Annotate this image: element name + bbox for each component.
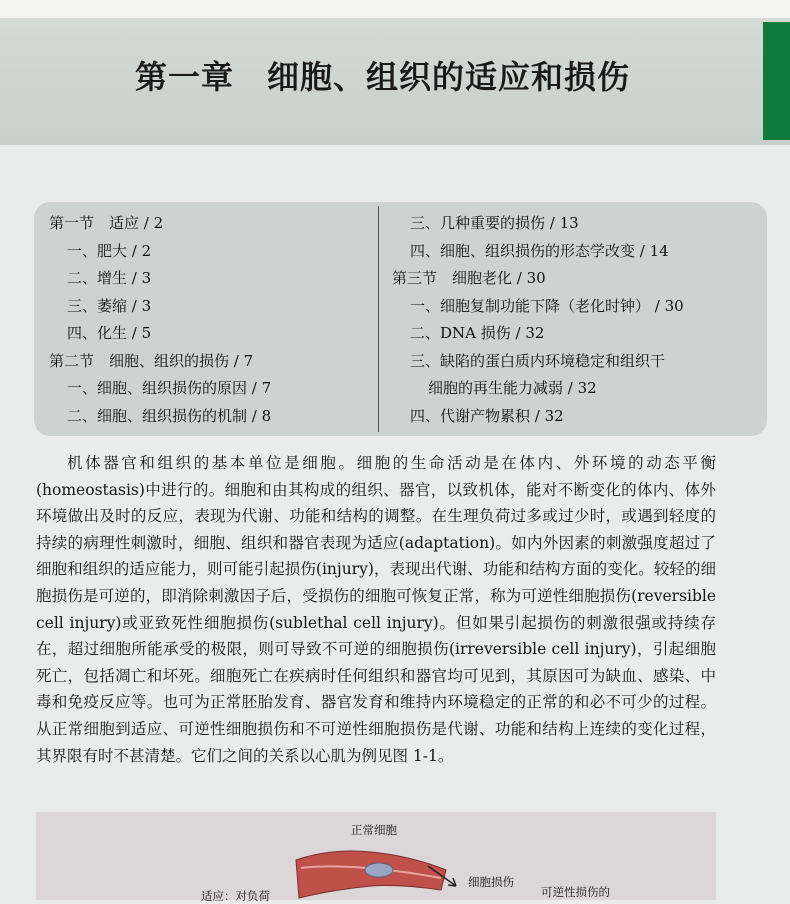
toc-column-divider bbox=[378, 206, 379, 432]
chapter-title: 第一章 细胞、组织的适应和损伤 bbox=[135, 58, 631, 96]
toc-entry: 三、缺陷的蛋白质内环境稳定和组织干 bbox=[410, 351, 666, 370]
toc-entry: 三、几种重要的损伤 / 13 bbox=[410, 214, 579, 232]
toc-entry: 四、细胞、组织损伤的形态学改变 / 14 bbox=[410, 241, 669, 260]
toc-entry: 四、代谢产物累积 / 32 bbox=[410, 406, 564, 425]
toc-entry: 二、DNA 损伤 / 32 bbox=[410, 324, 545, 342]
figure-label-adaptation: 适应：对负荷 bbox=[201, 889, 270, 903]
chapter-intro-text bbox=[36, 450, 716, 769]
toc-entry: 第三节 细胞老化 / 30 bbox=[392, 269, 546, 287]
toc-entry: 一、肥大 / 2 bbox=[67, 241, 152, 260]
toc-entry: 四、化生 / 5 bbox=[67, 324, 152, 342]
toc-entry: 二、细胞、组织损伤的机制 / 8 bbox=[67, 406, 272, 425]
arrow-icon bbox=[426, 864, 466, 894]
figure-label-reversible: 可逆性损伤的 bbox=[541, 885, 610, 899]
figure-label-cell-injury: 细胞损伤 bbox=[468, 875, 514, 889]
toc-entry: 第二节 细胞、组织的损伤 / 7 bbox=[49, 351, 254, 370]
figure-1-1 bbox=[36, 812, 716, 903]
chapter-banner bbox=[0, 0, 790, 145]
toc-entry: 一、细胞复制功能下降（老化时钟） / 30 bbox=[410, 296, 684, 315]
intro-paragraph: 机体器官和组织的基本单位是细胞。细胞的生命活动是在体内、外环境的动态平衡(homeostasis)中进行的。细胞和由其构成的组织、器官，以致机体，能对不断变化的体内、体外环境做出及时的反应，表现为代谢、功能和结构的调整。在生理负荷过多或过少时，或遇到轻度的持续的病理性刺激时，细胞、组织和器官表现为适应(adaptation)。如内外因素的刺激强度超过了细胞和组织的适应能力，则可能引起损伤(injury)，表现出代谢、功能和结构方面的变化。较轻的细胞损伤是可逆的，即消除刺激因子后，受损伤的细胞可恢复正常，称为可逆性细胞损伤(reversible cell injury)或亚致死性细胞损伤(sublethal cell injury)。但如果引起损伤的刺激很强或持续存在，超过细胞所能承受的极限，则可导致不可逆的细胞损伤(irreversible cell injury)，引起细胞死亡，包括凋亡和坏死。细胞死亡在疾病时任何组织和器官均可见到，其原因可为缺血、感染、中毒和免疫反应等。也可为正常胚胎发育、器官发育和维持内环境稳定的正常的和必不可少的过程。从正常细胞到适应、可逆性细胞损伤和不可逆性细胞损伤是代谢、功能和结构上连续的变化过程，其界限有时不甚清楚。它们之间的关系以心肌为例见图 1-1。 bbox=[36, 454, 716, 765]
toc-entry: 细胞的再生能力减弱 / 32 bbox=[428, 379, 597, 397]
toc-right-column bbox=[392, 210, 762, 430]
toc-left-column bbox=[49, 210, 374, 430]
toc-entry: 第一节 适应 / 2 bbox=[49, 214, 164, 232]
banner-green-tab bbox=[763, 22, 790, 140]
toc-entry: 三、萎缩 / 3 bbox=[67, 296, 152, 315]
toc-entry: 一、细胞、组织损伤的原因 / 7 bbox=[67, 379, 272, 397]
figure-label-normal-cell: 正常细胞 bbox=[351, 823, 397, 837]
banner-top-stripe bbox=[0, 0, 790, 18]
toc-entry: 二、增生 / 3 bbox=[67, 269, 152, 287]
